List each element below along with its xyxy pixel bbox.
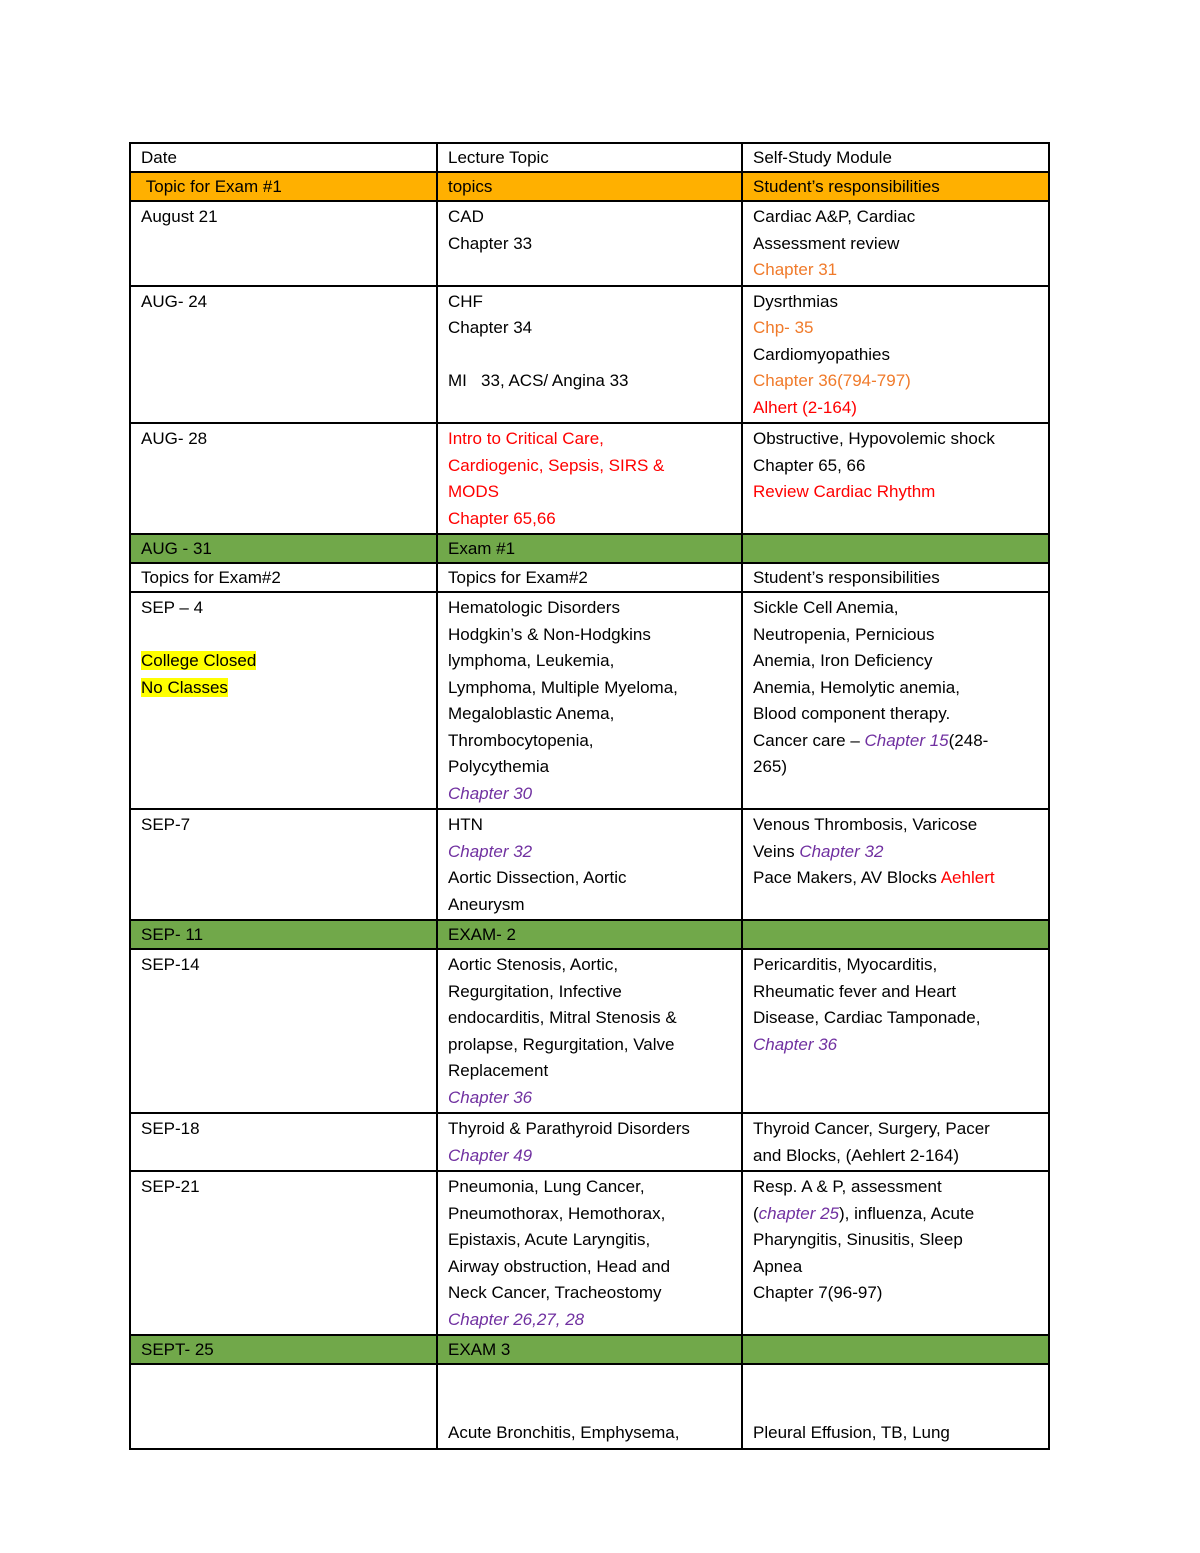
topic-line: Aortic Dissection, Aortic [448, 868, 627, 887]
topic-line: Thyroid & Parathyroid Disorders [448, 1119, 690, 1138]
topic-line: prolapse, Regurgitation, Valve [448, 1034, 675, 1054]
topic-line: Neck Cancer, Tracheostomy [448, 1283, 662, 1302]
aehlert-ref: Alhert (2-164) [753, 397, 857, 417]
topic-line: Hodgkin’s & Non-Hodgkins [448, 624, 651, 644]
row-date: SEP-18 [130, 1113, 437, 1171]
row-self-study [742, 534, 1049, 563]
row-self-study [742, 1113, 1049, 1171]
self-line: Veins [753, 841, 800, 861]
row-date [130, 1364, 437, 1449]
table-row [130, 1113, 1049, 1171]
chapter-ref: Chapter 32 [448, 841, 533, 861]
closed-notice: College Closed [141, 651, 257, 670]
exam-label: Exam #1 [437, 534, 742, 563]
self-line: Chapter 7(96-97) [753, 1283, 883, 1302]
exam1-responsibilities-label: Student’s responsibilities [742, 172, 1049, 201]
self-line: Neutropenia, Pernicious [753, 624, 935, 644]
chapter-ref: Chapter 65,66 [448, 508, 556, 528]
exam1-topic-label: Topic for Exam #1 [130, 172, 437, 201]
self-line: Resp. A & P, assessment [753, 1177, 942, 1196]
self-line: Cardiac A&P, Cardiac [753, 207, 916, 226]
self-line: Thyroid Cancer, Surgery, Pacer [753, 1119, 990, 1138]
topic-line: Airway obstruction, Head and [448, 1256, 671, 1276]
exam-row [130, 534, 1049, 563]
row-date [130, 592, 437, 809]
row-date: SEP-21 [130, 1171, 437, 1335]
topic-line: Lymphoma, Multiple Myeloma, [448, 677, 678, 697]
topic-line: Thrombocytopenia, [448, 730, 594, 750]
exam-row [130, 1335, 1049, 1364]
chapter-ref: Chapter 36 [448, 1087, 533, 1107]
topic-line: Pneumothorax, Hemothorax, [448, 1203, 666, 1223]
exam2-section-row [130, 563, 1049, 592]
topic-line: MODS [448, 482, 499, 501]
row-self-study [742, 949, 1049, 1113]
topic-line: Chapter 33 [448, 233, 533, 253]
topic-line: Pneumonia, Lung Cancer, [448, 1177, 645, 1196]
self-line: Cancer care – [753, 730, 865, 750]
chapter-ref: Chapter 32 [799, 841, 884, 861]
self-line: Pharyngitis, Sinusitis, Sleep [753, 1230, 963, 1249]
exam-label: EXAM 3 [437, 1335, 742, 1364]
topic-line: Aortic Stenosis, Aortic, [448, 955, 619, 974]
header-lecture-topic: Lecture Topic [437, 143, 742, 172]
chapter-ref: Chapter 30 [448, 783, 533, 803]
self-line: Obstructive, Hypovolemic shock [753, 429, 995, 448]
row-topic [437, 201, 742, 286]
paren-open: ( [753, 1203, 759, 1223]
self-line: Dysrthmias [753, 291, 839, 311]
row-self-study [742, 423, 1049, 534]
row-topic [437, 1364, 742, 1449]
topic-line: endocarditis, Mitral Stenosis & [448, 1008, 677, 1027]
row-self-study [742, 1171, 1049, 1335]
table-header-row [130, 143, 1049, 172]
self-line: Venous Thrombosis, Varicose [753, 815, 978, 834]
chapter-ref: Chp- 35 [753, 318, 814, 337]
row-date: SEP- 11 [130, 920, 437, 949]
row-self-study [742, 1364, 1049, 1449]
self-line: ), influenza, Acute [839, 1203, 975, 1223]
page-range: (248- [948, 730, 989, 750]
exam2-topics-label: Topics for Exam#2 [437, 563, 742, 592]
self-line: Rheumatic fever and Heart [753, 981, 957, 1001]
row-date: AUG- 28 [130, 423, 437, 534]
self-line: Review Cardiac Rhythm [753, 482, 936, 501]
self-line: Anemia, Hemolytic anemia, [753, 677, 960, 697]
row-topic [437, 286, 742, 424]
header-self-study: Self-Study Module [742, 143, 1049, 172]
topic-line: Aneurysm [448, 894, 525, 914]
topic-line: Acute Bronchitis, Emphysema, [448, 1423, 680, 1442]
row-date: AUG - 31 [130, 534, 437, 563]
topic-line: Epistaxis, Acute Laryngitis, [448, 1230, 651, 1249]
chapter-ref: Chapter 36(794-797) [753, 371, 911, 390]
chapter-ref: Chapter 26,27, 28 [448, 1309, 585, 1329]
table-row [130, 1364, 1049, 1449]
table-row [130, 949, 1049, 1113]
exam1-section-row [130, 172, 1049, 201]
row-topic [437, 1171, 742, 1335]
row-self-study [742, 286, 1049, 424]
row-topic [437, 1113, 742, 1171]
topic-line: Chapter 34 [448, 318, 533, 337]
topic-line: lymphoma, Leukemia, [448, 651, 615, 670]
topic-line: Cardiogenic, Sepsis, SIRS & [448, 455, 665, 475]
row-self-study [742, 1335, 1049, 1364]
table-row [130, 592, 1049, 809]
row-date: SEP-7 [130, 809, 437, 920]
chapter-ref: Chapter 31 [753, 260, 838, 279]
self-line: Anemia, Iron Deficiency [753, 651, 933, 670]
topic-line: Polycythemia [448, 757, 550, 776]
row-self-study [742, 920, 1049, 949]
row-self-study [742, 809, 1049, 920]
topic-line: Hematologic Disorders [448, 598, 620, 617]
topic-line: MI 33, ACS/ Angina 33 [448, 371, 629, 390]
row-topic [437, 809, 742, 920]
topic-line: CHF [448, 291, 483, 311]
self-line: Assessment review [753, 233, 900, 253]
self-line: Blood component therapy. [753, 704, 951, 723]
self-line: Disease, Cardiac Tamponade, [753, 1008, 981, 1027]
self-line: Cardiomyopathies [753, 344, 891, 364]
row-topic [437, 949, 742, 1113]
topic-line: CAD [448, 207, 484, 226]
chapter-ref: Chapter 49 [448, 1145, 533, 1165]
exam-label: EXAM- 2 [437, 920, 742, 949]
topic-line: Intro to Critical Care, [448, 429, 604, 448]
date-line: SEP – 4 [141, 598, 204, 617]
self-line: Pericarditis, Myocarditis, [753, 955, 938, 974]
row-topic [437, 423, 742, 534]
row-topic [437, 592, 742, 809]
row-date: AUG- 24 [130, 286, 437, 424]
exam2-responsibilities-label: Student’s responsibilities [742, 563, 1049, 592]
self-line: Pace Makers, AV Blocks [753, 868, 941, 887]
aehlert-ref: Aehlert [940, 868, 995, 887]
self-line: Chapter 65, 66 [753, 455, 866, 475]
page-range: 265) [753, 757, 788, 776]
row-date: August 21 [130, 201, 437, 286]
no-classes-notice: No Classes [141, 677, 228, 697]
table-row [130, 1171, 1049, 1335]
self-line: Pleural Effusion, TB, Lung [753, 1423, 950, 1442]
table-row [130, 201, 1049, 286]
row-self-study [742, 201, 1049, 286]
table-row [130, 286, 1049, 424]
header-date: Date [130, 143, 437, 172]
table-row [130, 809, 1049, 920]
topic-line: Regurgitation, Infective [448, 981, 622, 1001]
chapter-ref: Chapter 36 [753, 1034, 838, 1054]
self-line: and Blocks, (Aehlert 2-164) [753, 1145, 959, 1165]
exam1-topics-label: topics [437, 172, 742, 201]
topic-line: Replacement [448, 1061, 549, 1080]
chapter-ref: Chapter 15 [864, 730, 949, 750]
self-line: Apnea [753, 1256, 803, 1276]
exam2-topic-label: Topics for Exam#2 [130, 563, 437, 592]
self-line: Sickle Cell Anemia, [753, 598, 899, 617]
chapter-ref: chapter 25 [758, 1203, 840, 1223]
topic-line: Megaloblastic Anema, [448, 704, 615, 723]
table-row [130, 423, 1049, 534]
row-date: SEPT- 25 [130, 1335, 437, 1364]
topic-line: HTN [448, 815, 483, 834]
exam-row [130, 920, 1049, 949]
row-date: SEP-14 [130, 949, 437, 1113]
row-self-study [742, 592, 1049, 809]
schedule-table [129, 142, 1050, 1450]
